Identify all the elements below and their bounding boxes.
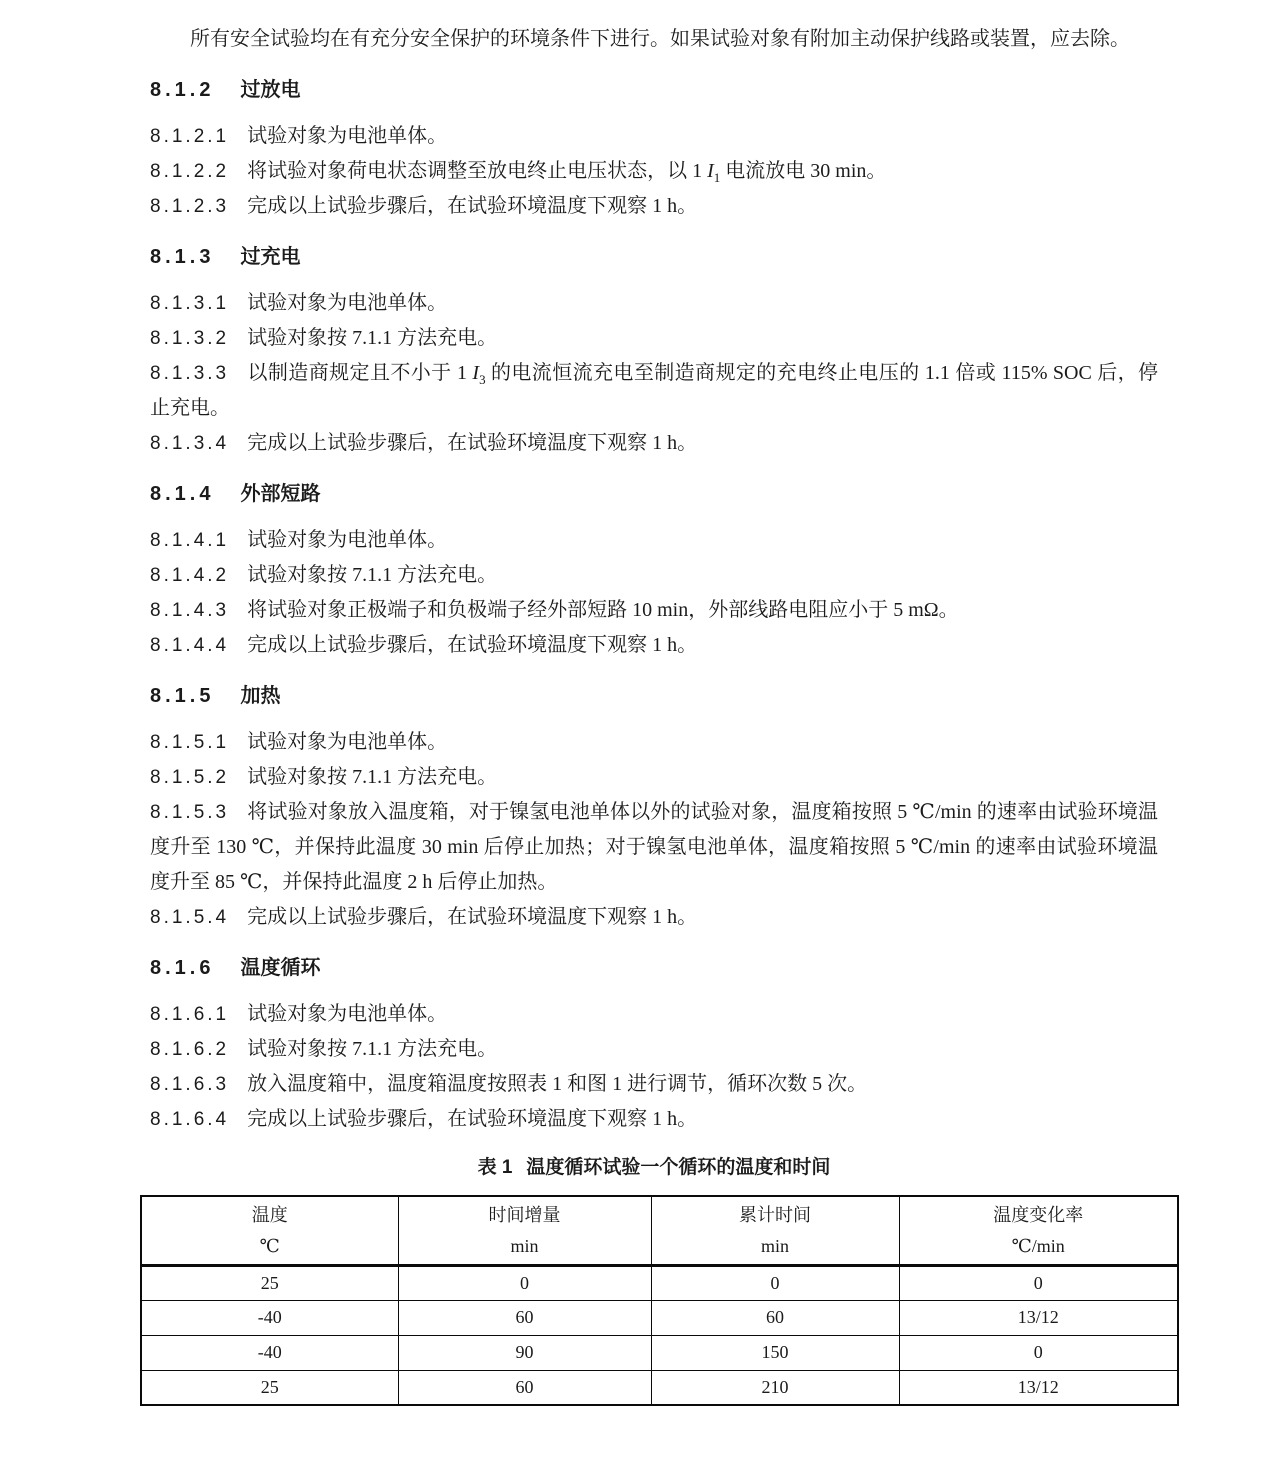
clause-number: 8.1.5.4 — [150, 907, 230, 928]
table-row — [141, 1335, 1178, 1370]
section-number: 8.1.3 — [150, 246, 215, 268]
temperature-cycle-table — [140, 1195, 1179, 1406]
clause-text: 试验对象按 7.1.1 方法充电。 — [247, 1038, 498, 1060]
column-name: 温度变化率 — [993, 1205, 1084, 1226]
clause-text: 试验对象按 7.1.1 方法充电。 — [247, 766, 498, 788]
clause-text: 完成以上试验步骤后，在试验环境温度下观察 1 h。 — [247, 195, 698, 217]
table-cell: 90 — [398, 1335, 651, 1370]
clause-number: 8.1.3.1 — [150, 293, 230, 314]
table-cell: 0 — [899, 1335, 1178, 1370]
clause-8-1-4-3 — [150, 593, 1158, 628]
section-heading-8-1-5 — [150, 681, 1158, 711]
clause-text: 完成以上试验步骤后，在试验环境温度下观察 1 h。 — [247, 1108, 698, 1130]
clause-text: 将试验对象荷电状态调整至放电终止电压状态，以 1 — [247, 160, 708, 182]
table-caption-text: 温度循环试验一个循环的温度和时间 — [526, 1157, 831, 1178]
table-cell: 60 — [398, 1370, 651, 1405]
clause-8-1-4-4 — [150, 628, 1158, 663]
clause-8-1-3-4 — [150, 426, 1158, 461]
column-header-temperature-change-rate — [899, 1196, 1178, 1265]
section-title: 外部短路 — [240, 483, 321, 505]
clause-text: 将试验对象放入温度箱，对于镍氢电池单体以外的试验对象，温度箱按照 5 ℃/min 的速率由试验环境温度升至 130 ℃，并保持此温度 30 min 后停止加热；对于镍氢电池单体，温度箱按照 5 ℃/min 的速率由试验环境温度升至 85 ℃，并保持此温度 2 h 后停止加热。 — [150, 801, 1158, 893]
column-unit: min — [760, 1236, 789, 1257]
current-symbol-subscript: 3 — [479, 372, 486, 387]
intro-paragraph: 所有安全试验均在有充分安全保护的环境条件下进行。如果试验对象有附加主动保护线路或装置，应去除。 — [190, 28, 1130, 50]
clause-number: 8.1.6.1 — [150, 1004, 230, 1025]
clause-number: 8.1.5.2 — [150, 767, 230, 788]
column-header-cumulative-time — [651, 1196, 899, 1265]
table-cell: -40 — [141, 1335, 398, 1370]
clause-8-1-6-2 — [150, 1032, 1158, 1067]
clause-number: 8.1.4.3 — [150, 600, 230, 621]
section-number: 8.1.5 — [150, 685, 215, 707]
table-cell: -40 — [141, 1300, 398, 1335]
section-number: 8.1.2 — [150, 79, 215, 101]
clause-number: 8.1.3.2 — [150, 328, 230, 349]
clause-8-1-2-3 — [150, 189, 1158, 224]
table-cell: 60 — [398, 1300, 651, 1335]
clause-8-1-3-3 — [150, 356, 1158, 426]
clause-8-1-5-2 — [150, 760, 1158, 795]
clause-8-1-3-2 — [150, 321, 1158, 356]
section-title: 过放电 — [240, 79, 301, 101]
table-cell: 13/12 — [899, 1300, 1178, 1335]
clause-text: 完成以上试验步骤后，在试验环境温度下观察 1 h。 — [247, 906, 698, 928]
clause-8-1-4-1 — [150, 523, 1158, 558]
column-header-temperature — [141, 1196, 398, 1265]
current-symbol: I — [707, 160, 714, 182]
clause-text: 的电流恒流充电至制造商规定的充电终止电压的 1.1 倍或 115% SOC 后，停止充电。 — [150, 362, 1159, 419]
clause-text: 试验对象为电池单体。 — [247, 125, 448, 147]
table-cell: 25 — [141, 1265, 398, 1300]
table-cell: 13/12 — [899, 1370, 1178, 1405]
section-title: 温度循环 — [240, 957, 321, 979]
section-heading-8-1-4 — [150, 479, 1158, 509]
column-name: 温度 — [251, 1205, 288, 1226]
clause-8-1-6-1 — [150, 997, 1158, 1032]
clause-number: 8.1.4.4 — [150, 635, 230, 656]
clause-number: 8.1.5.3 — [150, 802, 230, 823]
clause-text: 试验对象按 7.1.1 方法充电。 — [247, 327, 498, 349]
clause-number: 8.1.2.2 — [150, 161, 230, 182]
clause-number: 8.1.6.3 — [150, 1074, 230, 1095]
column-name: 时间增量 — [488, 1205, 561, 1226]
clause-8-1-5-4 — [150, 900, 1158, 935]
clause-number: 8.1.4.2 — [150, 565, 230, 586]
section-title: 过充电 — [240, 246, 301, 268]
table-row — [141, 1265, 1178, 1300]
clause-text: 以制造商规定且不小于 1 — [247, 362, 473, 384]
clause-text: 试验对象为电池单体。 — [247, 529, 448, 551]
column-unit: ℃ — [259, 1236, 280, 1257]
section-heading-8-1-6 — [150, 953, 1158, 983]
clause-text: 试验对象为电池单体。 — [247, 292, 448, 314]
current-symbol: I — [472, 362, 480, 384]
clause-number: 8.1.2.3 — [150, 196, 230, 217]
clause-text: 将试验对象正极端子和负极端子经外部短路 10 min，外部线路电阻应小于 5 mΩ。 — [247, 599, 959, 621]
clause-8-1-3-1 — [150, 286, 1158, 321]
table-cell: 210 — [651, 1370, 899, 1405]
clause-text: 试验对象按 7.1.1 方法充电。 — [247, 564, 498, 586]
table-cell: 0 — [651, 1265, 899, 1300]
clause-8-1-2-1 — [150, 119, 1158, 154]
table-cell: 0 — [398, 1265, 651, 1300]
table-cell: 0 — [899, 1265, 1178, 1300]
clause-8-1-2-2 — [150, 154, 1158, 189]
column-unit: min — [510, 1236, 539, 1257]
clause-text: 放入温度箱中，温度箱温度按照表 1 和图 1 进行调节，循环次数 5 次。 — [247, 1073, 868, 1095]
table-caption-label: 表 1 — [477, 1157, 513, 1178]
clause-text: 完成以上试验步骤后，在试验环境温度下观察 1 h。 — [247, 634, 698, 656]
column-name: 累计时间 — [739, 1205, 811, 1226]
clause-number: 8.1.6.2 — [150, 1039, 230, 1060]
clause-text: 完成以上试验步骤后，在试验环境温度下观察 1 h。 — [247, 432, 698, 454]
section-heading-8-1-2 — [150, 75, 1158, 105]
section-number: 8.1.4 — [150, 483, 215, 505]
clause-number: 8.1.5.1 — [150, 732, 230, 753]
table-caption — [150, 1153, 1158, 1183]
clause-8-1-4-2 — [150, 558, 1158, 593]
clause-number: 8.1.3.3 — [150, 363, 230, 384]
table-row — [141, 1370, 1178, 1405]
clause-8-1-6-4 — [150, 1102, 1158, 1137]
column-header-time-increment — [398, 1196, 651, 1265]
clause-8-1-5-1 — [150, 725, 1158, 760]
column-unit: ℃/min — [1011, 1236, 1065, 1257]
section-title: 加热 — [240, 685, 281, 707]
table-row — [141, 1300, 1178, 1335]
clause-8-1-5-3 — [150, 795, 1158, 900]
table-cell: 150 — [651, 1335, 899, 1370]
clause-number: 8.1.3.4 — [150, 433, 230, 454]
section-heading-8-1-3 — [150, 242, 1158, 272]
clause-number: 8.1.2.1 — [150, 126, 230, 147]
clause-8-1-6-3 — [150, 1067, 1158, 1102]
clause-number: 8.1.6.4 — [150, 1109, 230, 1130]
table-cell: 60 — [651, 1300, 899, 1335]
table-cell: 25 — [141, 1370, 398, 1405]
section-number: 8.1.6 — [150, 957, 215, 979]
current-symbol-subscript: 1 — [713, 170, 721, 185]
clause-number: 8.1.4.1 — [150, 530, 230, 551]
table-header-row — [141, 1196, 1178, 1265]
clause-text: 试验对象为电池单体。 — [247, 731, 448, 753]
clause-text: 电流放电 30 min。 — [720, 160, 887, 182]
clause-text: 试验对象为电池单体。 — [247, 1003, 448, 1025]
